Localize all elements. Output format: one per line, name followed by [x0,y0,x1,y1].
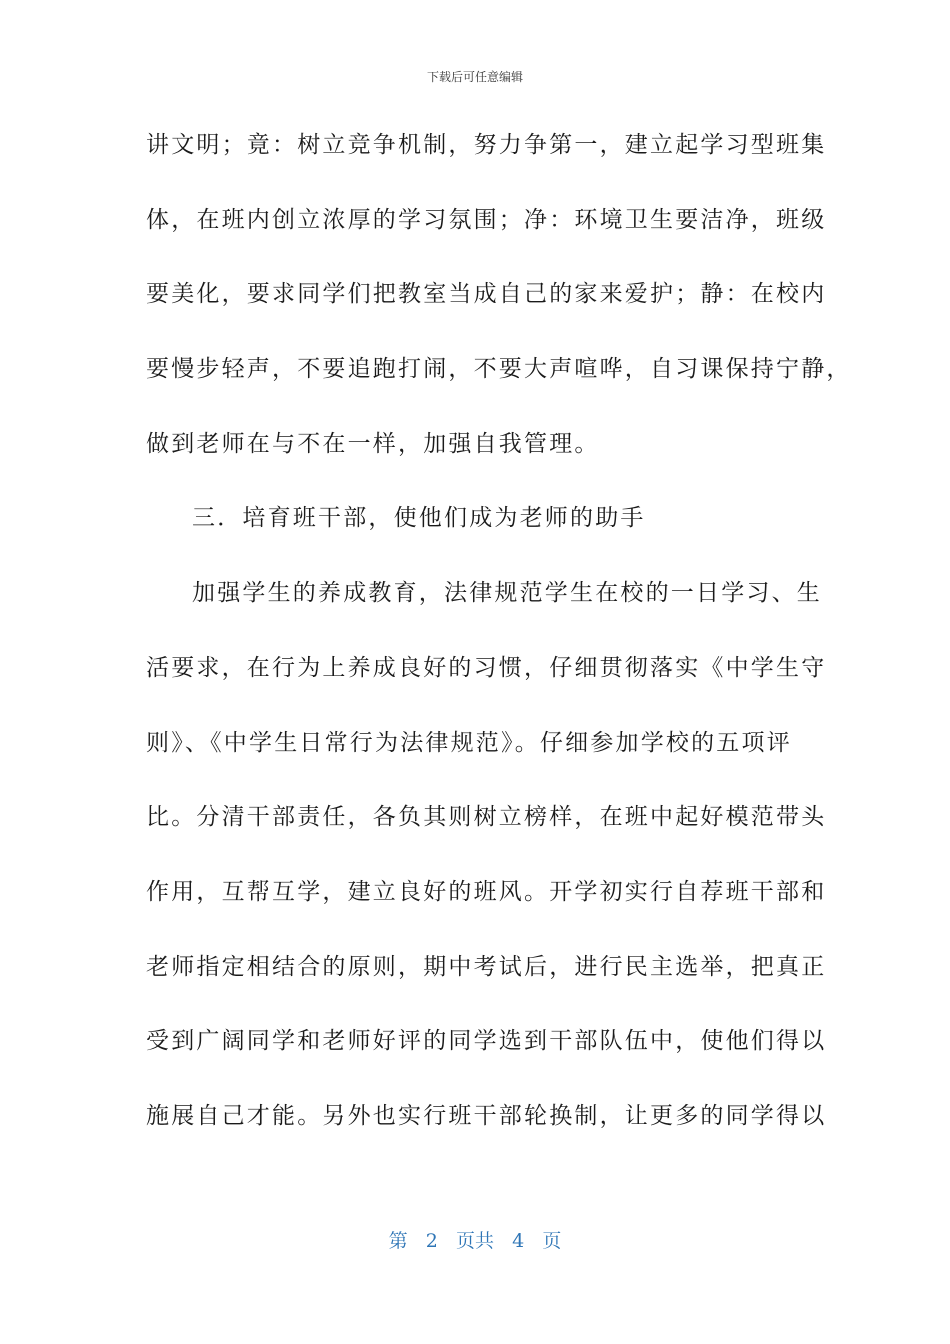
text-line: 比。分清干部责任，各负其则树立榜样，在班中起好模范带头 [146,804,827,831]
text-line: 做到老师在与不在一样，加强自我管理。 [146,430,600,457]
text-line: 加强学生的养成教育，法律规范学生在校的一日学习、生 [192,580,822,607]
text-line: 则》、《中学生日常行为法律规范》。仔细参加学校的五项评 [146,729,792,756]
text-line: 受到广阔同学和老师好评的同学选到干部队伍中，使他们得以 [146,1028,827,1055]
page-suffix: 页 [542,1230,562,1252]
header-note: 下载后可任意编辑 [426,70,523,84]
text-line: 要美化，要求同学们把教室当成自己的家来爱护；静：在校内 [146,281,827,308]
page-total: 4 [512,1230,525,1252]
text-line: 作用，互帮互学，建立良好的班风。开学初实行自荐班干部和 [146,878,827,905]
text-line: 活要求，在行为上养成良好的习惯，仔细贯彻落实《中学生守 [146,654,827,681]
page-footer [0,1226,950,1253]
page-current: 2 [425,1230,438,1252]
text-line: 老师指定相结合的原则，期中考试后，进行民主选举，把真正 [146,953,827,980]
text-line: 施展自己才能。另外也实行班干部轮换制，让更多的同学得以 [146,1102,827,1129]
section-heading: 三．培育班干部，使他们成为老师的助手 [192,505,646,532]
page-middle: 页共 [455,1230,494,1252]
text-line: 要慢步轻声，不要追跑打闹，不要大声喧哗，自习课保持宁静， [146,356,852,383]
document-body [146,118,852,1164]
page-prefix: 第 [388,1230,408,1252]
text-line: 讲文明；竟：树立竞争机制，努力争第一，建立起学习型班集 [146,132,827,158]
text-line: 体，在班内创立浓厚的学习氛围；净：环境卫生要洁净，班级 [146,206,827,233]
